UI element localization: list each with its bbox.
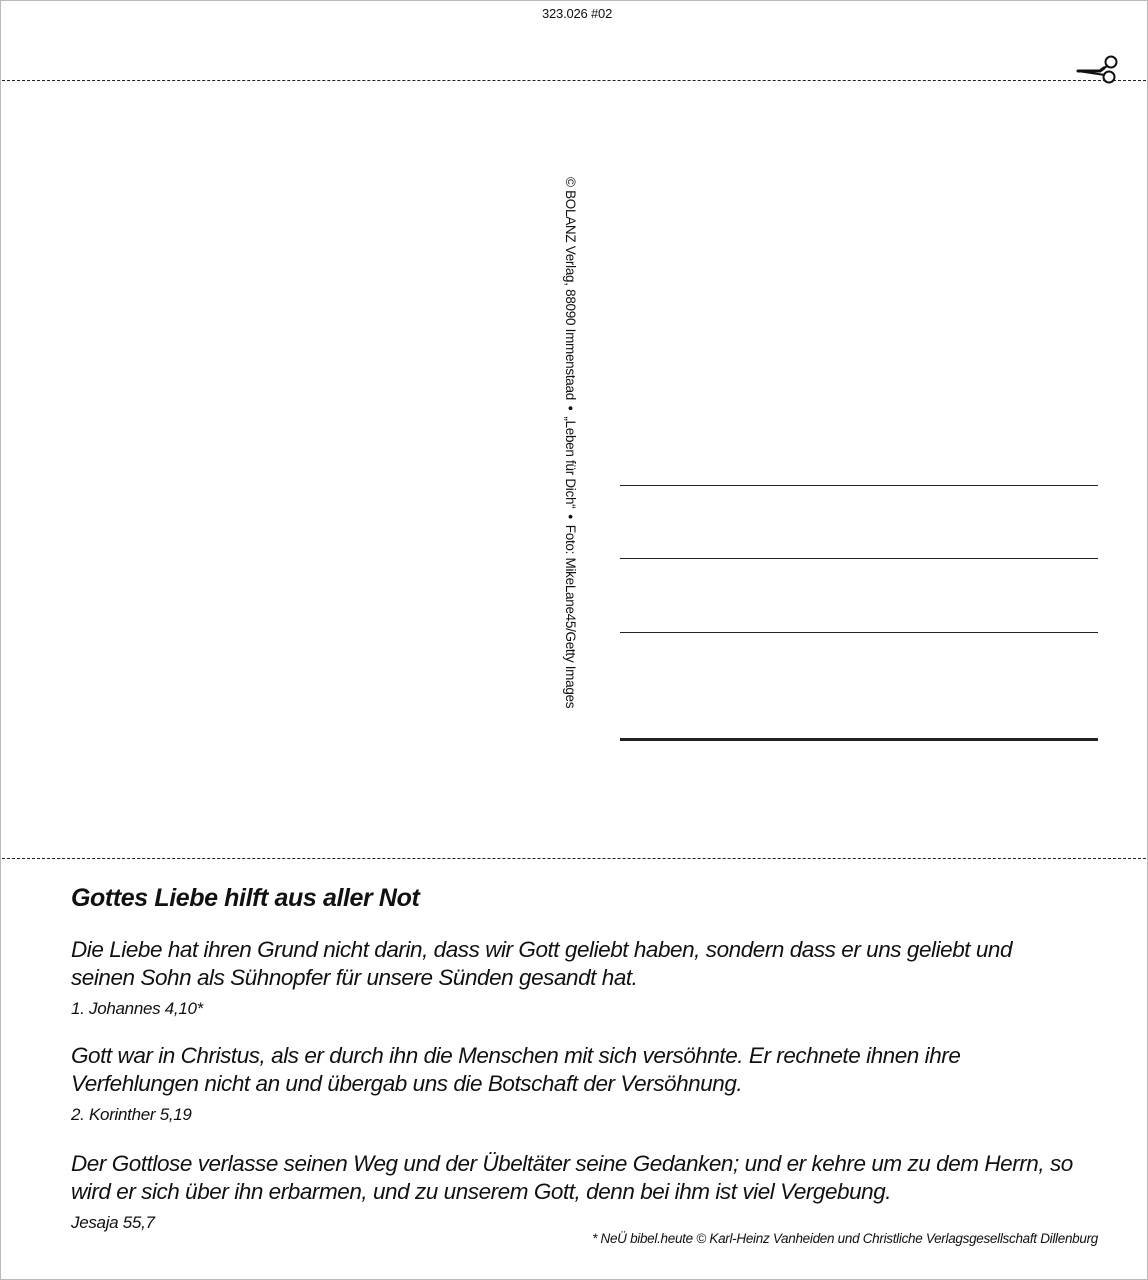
publisher-credit: © BOLANZ Verlag, 88090 Immenstaad xyxy=(563,177,578,400)
verse-text-1: Die Liebe hat ihren Grund nicht darin, dass wir Gott geliebt haben, sondern dass er uns geliebt und seinen Sohn als Sühnopfer für unsere Sünden gesandt hat. xyxy=(71,937,1013,990)
verse-text-2: Gott war in Christus, als er durch ihn die Menschen mit sich versöhnte. Er rechnete ihnen ihre Verfehlungen nicht an und übergab uns die Botschaft der Versöhnung. xyxy=(71,1043,961,1096)
address-line-4 xyxy=(620,738,1098,741)
cut-line-middle xyxy=(2,858,1146,859)
cut-line-top xyxy=(2,80,1146,81)
separator-dot: • xyxy=(563,514,578,519)
verse-reference-3: Jesaja 55,7 xyxy=(71,1213,155,1232)
scissors-icon xyxy=(1076,54,1120,84)
verse-reference-1: 1. Johannes 4,10* xyxy=(71,999,203,1018)
separator-dot: • xyxy=(563,405,578,411)
address-line-2 xyxy=(620,558,1098,559)
series-title: „Leben für Dich“ xyxy=(563,416,578,509)
verse-text-3: Der Gottlose verlasse seinen Weg und der Übeltäter seine Gedanken; und er kehre um zu dem Herrn, so wird er sich über ihn erbarmen, und zu unserem Gott, denn bei ihm ist viel Vergebung. xyxy=(71,1151,1073,1204)
verse-reference-2: 2. Korinther 5,19 xyxy=(71,1105,192,1124)
side-imprint xyxy=(563,177,578,708)
article-code: 323.026 #02 xyxy=(542,6,613,21)
page-title: Gottes Liebe hilft aus aller Not xyxy=(71,884,420,912)
photo-credit: Foto: MikeLane45/Getty Images xyxy=(563,524,578,709)
address-line-1 xyxy=(620,485,1098,486)
copyright-footnote: * NeÜ bibel.heute © Karl-Heinz Vanheiden und Christliche Verlagsgesellschaft Dillenburg xyxy=(592,1231,1098,1246)
address-line-3 xyxy=(620,632,1098,633)
